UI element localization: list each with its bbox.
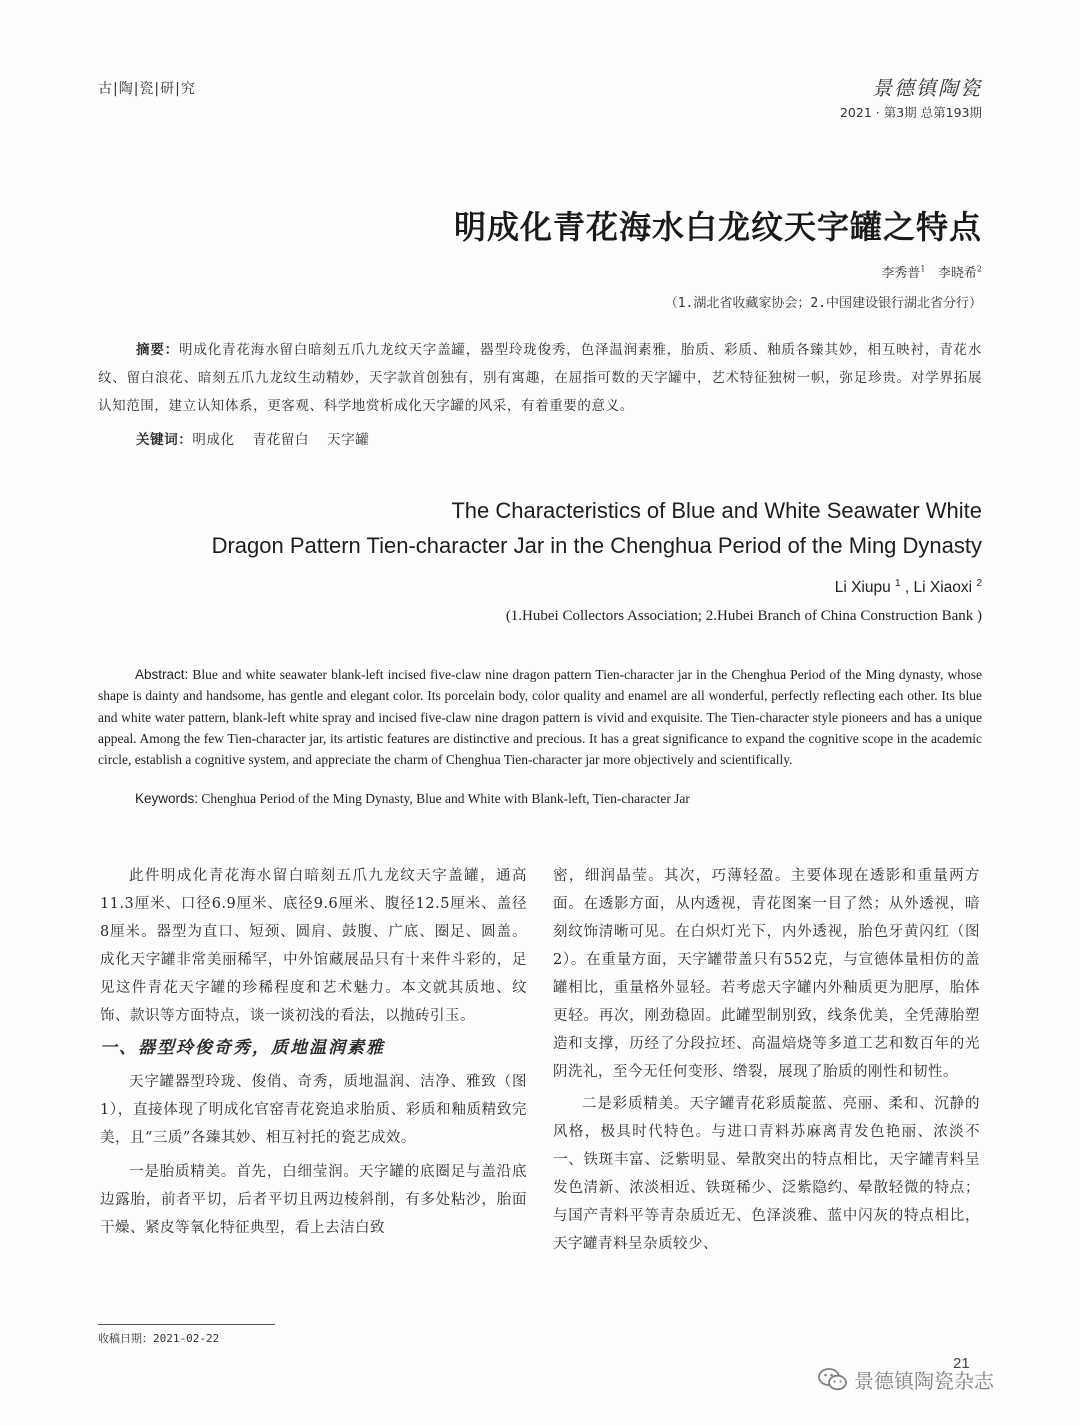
english-title [82, 493, 982, 563]
english-title-line-1: The Characteristics of Blue and White Seawater White [451, 498, 982, 523]
section-label: 古|陶|瓷|研|究 [98, 81, 196, 97]
body-paragraph: 此件明成化青花海水留白暗刻五爪九龙纹天字盖罐，通高11.3厘米、口径6.9厘米、底径9.6厘米、腹径12.5厘米、盖径8厘米。器型为直口、短颈、圆肩、鼓腹、广底、圈足、圆盖。成化天字罐非常美丽稀罕，中外馆藏展品只有十来件斗彩的，足见这件青花天字罐的珍稀程度和艺术魅力。本文就其质地、纹饰、款识等方面特点，谈一谈初浅的看法，以抛砖引玉。 [100, 868, 527, 1024]
author-2-zh-sup: 2 [976, 264, 982, 274]
chinese-abstract-text: 明成化青花海水留白暗刻五爪九龙纹天字盖罐，器型玲珑俊秀，色泽温润素雅，胎质、彩质、釉质各臻其妙，相互映衬，青花水纹、留白浪花、暗刻五爪九龙纹生动精妙，天字款首创独有，别有寓趣，在屈指可数的天字罐中，艺术特征独树一帜，弥足珍贵。对学界拓展认知范围，建立认知体系，更客观、科学地赏析成化天字罐的风采，有着重要的意义。 [98, 342, 982, 414]
english-abstract [98, 664, 982, 770]
chinese-affiliation: （1.湖北省收藏家协会；2.中国建设银行湖北省分行） [664, 296, 982, 311]
wechat-watermark [818, 1365, 994, 1394]
body-paragraph: 一是胎质精美。首先，白细莹润。天字罐的底圈足与盖沿底边露胎，前者平切，后者平切且两边棱斜削，有多处粘沙，胎面干燥、紧皮等氧化特征典型，看上去洁白致 [100, 1164, 527, 1236]
english-keywords-label: Keywords: [135, 791, 199, 806]
chinese-abstract-label: 摘要： [136, 342, 180, 358]
page-number: 21 [953, 1355, 970, 1372]
english-abstract-text: Blue and white seawater blank-left incised five-claw nine dragon pattern Tien-character jar in the Chenghua Period of the Ming dynasty, whose shape is dainty and handsome, has gentle and elegant color. Its porcelain body, color quality and enamel are all wonderful, perfectly reflecting each other. Its blue and white water pattern, blank-left white spray and incised five-claw nine dragon pattern is vivid and exquisite. The Tien-character style pioneers and has a unique appeal. Among the few Tien-character jar, its artistic features are distinctive and precious. It has a great significance to expand the cognitive scope in the academic circle, establish a cognitive system, and appreciate the charm of Chenghua Tien-character jar more objectively and scientifically. [98, 667, 982, 768]
author-2-en-sup: 2 [976, 578, 982, 589]
english-abstract-label: Abstract: [135, 667, 189, 682]
chinese-title: 明成化青花海水白龙纹天字罐之特点 [453, 208, 982, 246]
body-paragraph: 天字罐器型玲珑、俊俏、奇秀，质地温润、洁净、雅致（图1），直接体现了明成化官窑青花瓷追求胎质、彩质和釉质精致完美，且“三质”各臻其妙、相互衬托的瓷艺成效。 [100, 1074, 527, 1146]
author-1-zh: 李秀普 [881, 266, 921, 281]
keyword-zh-1: 明成化 [192, 432, 235, 448]
english-title-line-2: Dragon Pattern Tien-character Jar in the Chenghua Period of the Ming Dynasty [211, 533, 982, 558]
author-1-en-sup: 1 [895, 578, 901, 589]
keyword-zh-3: 天字罐 [327, 432, 370, 448]
english-authors [835, 578, 982, 597]
author-separator: , [900, 579, 914, 597]
chinese-keywords [136, 428, 387, 448]
chinese-keywords-label: 关键词： [136, 432, 193, 448]
received-date-footnote: 收稿日期：2021-02-22 [98, 1332, 220, 1345]
footnote-divider [98, 1324, 275, 1325]
author-1-en: Li Xiupu [834, 579, 891, 597]
english-keywords [135, 791, 690, 807]
body-column-left [100, 862, 527, 1242]
author-2-en: Li Xiaoxi [913, 579, 973, 597]
issue-info: 2021 · 第3期 总第193期 [839, 105, 982, 120]
english-keywords-text: Chenghua Period of the Ming Dynasty, Blue and White with Blank-left, Tien-character Jar [198, 791, 690, 806]
author-1-zh-sup: 1 [920, 264, 926, 274]
chinese-abstract [98, 336, 982, 420]
body-paragraph: 二是彩质精美。天字罐青花彩质靛蓝、亮丽、柔和、沉静的风格，极具时代特色。与进口青料苏麻离青发色艳丽、浓淡不一、铁斑丰富、泛紫明显、晕散突出的特点相比，天字罐青料呈发色清新、浓淡相近、铁斑稀少、泛紫隐约、晕散轻微的特点；与国产青料平等青杂质近无、色泽淡雅、蓝中闪灰的特点相比，天字罐青料呈杂质较少、 [553, 1096, 980, 1252]
wechat-icon [818, 1367, 848, 1393]
chinese-authors [881, 262, 982, 281]
english-affiliation: (1.Hubei Collectors Association; 2.Hubei Branch of China Construction Bank ) [505, 608, 982, 624]
keyword-zh-2: 青花留白 [252, 432, 310, 448]
body-column-right [553, 862, 980, 1258]
body-paragraph: 密，细润晶莹。其次，巧薄轻盈。主要体现在透影和重量两方面。在透影方面，从内透视，青花图案一目了然；从外透视，暗刻纹饰清晰可见。在白炽灯光下，内外透视，胎色牙黄闪红（图2）。在重量方面，天字罐带盖只有552克，与宣德体量相仿的盖罐相比，重量格外显轻。若考虑天字罐内外釉质更为肥厚，胎体更轻。再次，刚劲稳固。此罐型制别致，线条优美，全凭薄胎塑造和支撑，历经了分段拉坯、高温焙烧等多道工艺和数百年的光阴洗礼，至今无任何变形、绺裂，展现了胎质的刚性和韧性。 [553, 868, 980, 1080]
section-heading: 一、器型玲俊奇秀，质地温润素雅 [100, 1038, 385, 1058]
journal-logo: 景德镇陶瓷 [872, 76, 982, 100]
author-2-zh: 李晓希 [937, 266, 977, 281]
watermark-text: 景德镇陶瓷杂志 [854, 1369, 994, 1393]
